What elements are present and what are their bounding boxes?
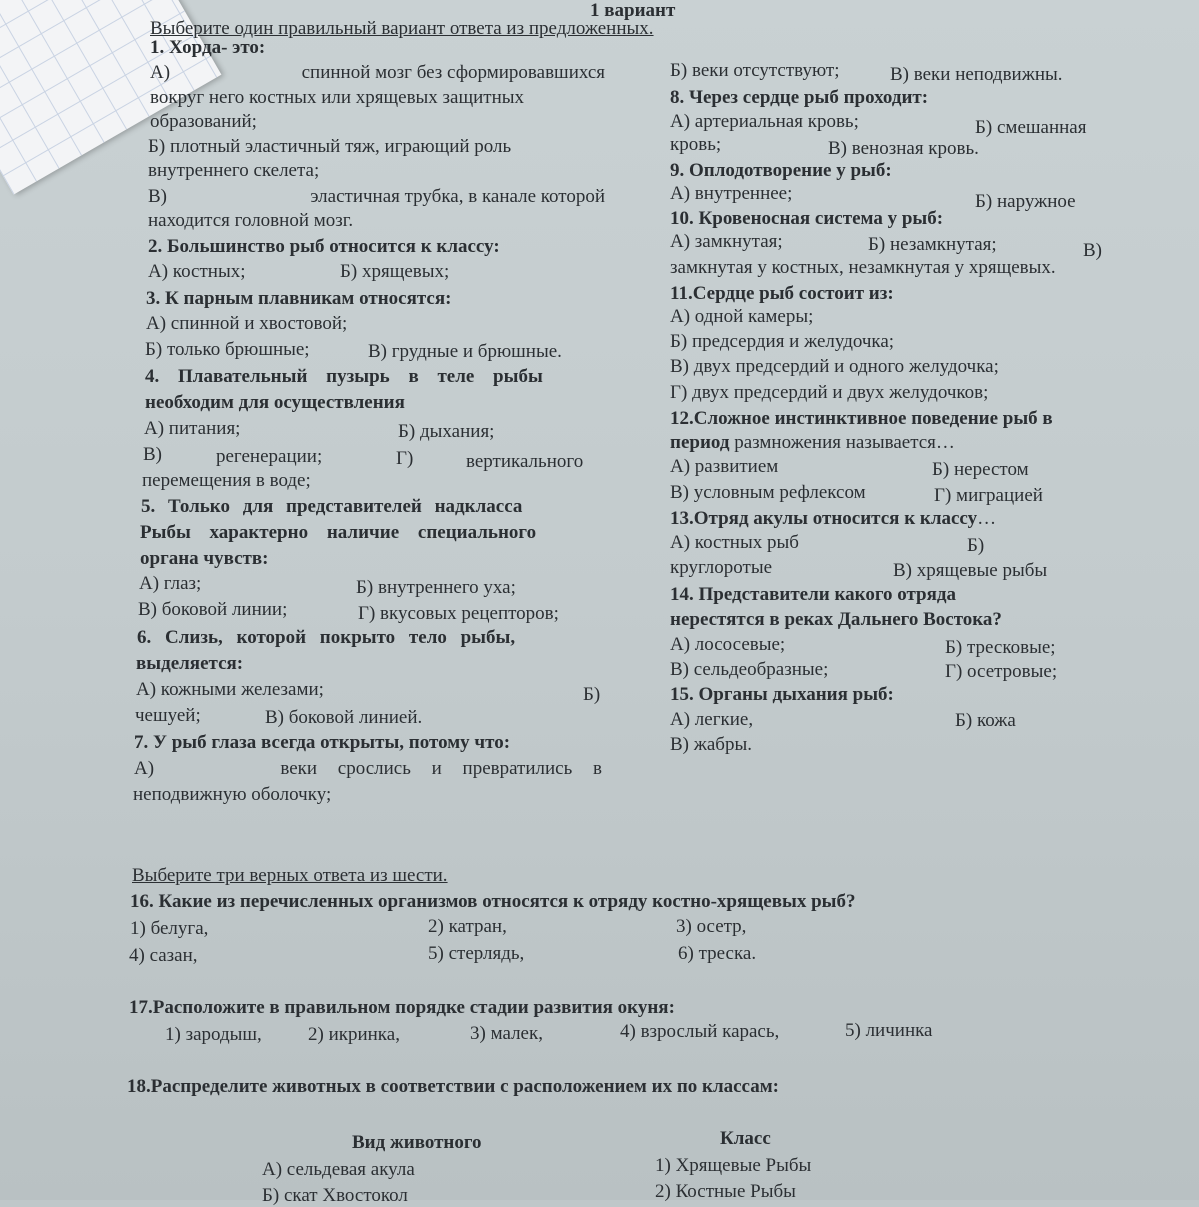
q16-option-6: 6) треска. <box>678 943 757 964</box>
q12-title-line1: 12.Сложное инстинктивное поведение рыб в <box>670 408 1053 429</box>
q7-a-label: А) <box>134 758 155 779</box>
q16-option-4: 4) сазан, <box>129 945 198 966</box>
q12-c: В) условным рефлексом <box>670 482 866 503</box>
q17-title: 17.Расположите в правильном порядке стадии развития окуня: <box>129 997 675 1018</box>
q15-b: Б) кожа <box>955 710 1016 731</box>
q14-d: Г) осетровые; <box>945 661 1058 682</box>
q4-c-text: регенерации; <box>216 446 323 467</box>
q7-c: В) веки неподвижны. <box>890 64 1063 85</box>
q6-title-line2: выделяется: <box>136 653 244 674</box>
q12-title-rest: размножения называется… <box>729 432 955 453</box>
q1-b-line1: Б) плотный эластичный тяж, играющий роль <box>148 136 512 157</box>
q18-title: 18.Распределите животных в соответствии с расположением их по классам: <box>127 1076 779 1097</box>
variant-title: 1 вариант <box>590 0 676 21</box>
q9-title: 9. Оплодотворение у рыб: <box>670 160 892 181</box>
q16-title: 16. Какие из перечисленных организмов относятся к отряду костно-хрящевых рыб? <box>130 891 856 912</box>
q1-answer-a-line1 <box>150 62 605 84</box>
q5-title-line2: Рыбы характерно наличие специального <box>140 522 537 543</box>
q11-d: Г) двух предсердий и двух желудочков; <box>670 382 989 403</box>
q5-a: А) глаз; <box>139 573 202 594</box>
instruction-one-answer: Выберите один правильный вариант ответа из предложенных. <box>150 18 654 39</box>
q1-a-label: А) <box>150 62 171 83</box>
q5-b: Б) внутреннего уха; <box>356 577 516 598</box>
q15-a: А) легкие, <box>670 709 754 730</box>
q13-c: В) хрящевые рыбы <box>893 560 1048 581</box>
q17-stage-1: 1) зародыш, <box>165 1024 262 1045</box>
q2-a: А) костных; <box>148 261 246 282</box>
q18-column-animal: Вид животного <box>352 1132 482 1153</box>
q10-b: Б) незамкнутая; <box>868 234 997 255</box>
q13-b-label: Б) <box>967 535 985 556</box>
q12-a: А) развитием <box>670 456 779 477</box>
q10-c-text: замкнутая у костных, незамкнутая у хрящевых. <box>670 257 1056 278</box>
instruction-three-answers: Выберите три верных ответа из шести. <box>132 865 448 886</box>
q4-b: Б) дыхания; <box>398 421 495 442</box>
q16-option-2: 2) катран, <box>428 916 507 937</box>
q14-a: А) лососевые; <box>670 634 786 655</box>
q18-animal-a: А) сельдевая акула <box>262 1159 415 1180</box>
q15-c: В) жабры. <box>670 734 752 755</box>
q1-c-text: эластичная трубка, в канале которой <box>310 186 605 207</box>
q10-c-label: В) <box>1083 240 1102 261</box>
q1-title: 1. Хорда- это: <box>150 37 266 58</box>
q16-option-1: 1) белуга, <box>130 918 209 939</box>
q2-title: 2. Большинство рыб относится к классу: <box>148 236 500 257</box>
q1-c-label: В) <box>148 186 167 207</box>
q4-title-line2: необходим для осуществления <box>145 392 405 413</box>
q6-b-label: Б) <box>583 684 601 705</box>
q18-column-class: Класс <box>720 1128 771 1149</box>
q6-title-line1: 6. Слизь, которой покрыто тело рыбы, <box>137 627 516 648</box>
q4-a: А) питания; <box>144 418 241 439</box>
q6-b-text: чешуей; <box>135 705 201 726</box>
q1-a-text: спинной мозг без сформировавшихся <box>301 62 605 83</box>
q16-option-5: 5) стерлядь, <box>428 943 525 964</box>
q14-title-line2: нерестятся в реках Дальнего Востока? <box>670 609 1002 630</box>
q17-stage-5: 5) личинка <box>845 1020 933 1041</box>
q1-b-line2: внутреннего скелета; <box>148 160 320 181</box>
q5-d: Г) вкусовых рецепторов; <box>358 603 559 624</box>
q4-e: перемещения в воде; <box>142 470 311 491</box>
q3-b: Б) только брюшные; <box>145 339 310 360</box>
q12-d: Г) миграцией <box>934 485 1043 506</box>
q4-d-text: вертикального <box>466 451 584 472</box>
q17-stage-2: 2) икринка, <box>308 1024 400 1045</box>
q18-class-1: 1) Хрящевые Рыбы <box>655 1155 812 1176</box>
q7-a-line2: неподвижную оболочку; <box>133 784 332 805</box>
q7-b: Б) веки отсутствуют; <box>670 60 840 81</box>
q13-title-dots: … <box>977 508 997 529</box>
q3-title: 3. К парным плавникам относятся: <box>146 288 452 309</box>
q11-title: 11.Сердце рыб состоит из: <box>670 283 894 304</box>
q4-c-label: В) <box>143 444 162 465</box>
q13-a: А) костных рыб <box>670 532 799 553</box>
q7-a-line1 <box>134 758 602 780</box>
q6-a: А) кожными железами; <box>136 679 324 700</box>
q9-a: А) внутреннее; <box>670 183 793 204</box>
q11-b: Б) предсердия и желудочка; <box>670 331 895 352</box>
q12-title-line2 <box>670 432 955 454</box>
q17-stage-3: 3) малек, <box>470 1023 543 1044</box>
q3-a: А) спинной и хвостовой; <box>146 313 348 334</box>
q11-a: А) одной камеры; <box>670 306 814 327</box>
q9-b: Б) наружное <box>975 191 1076 212</box>
q1-c-line2: находится головной мозг. <box>148 210 354 231</box>
q8-a: А) артериальная кровь; <box>670 111 859 132</box>
q8-b: Б) смешанная <box>975 117 1087 138</box>
q5-title-line1: 5. Только для представителей надкласса <box>141 496 523 517</box>
q13-title-bold: 13.Отряд акулы относится к классу <box>670 508 978 529</box>
q17-stage-4: 4) взрослый карась, <box>620 1021 780 1042</box>
q5-c: В) боковой линии; <box>138 599 288 620</box>
q7-title: 7. У рыб глаза всегда открыты, потому что: <box>134 732 511 753</box>
q18-animal-b: Б) скат Хвостокол <box>262 1185 408 1206</box>
q7-a-text: веки срослись и превратились в <box>280 758 602 779</box>
q14-b: Б) тресковые; <box>945 637 1056 658</box>
q11-c: В) двух предсердий и одного желудочка; <box>670 356 999 377</box>
q12-title-bold: период <box>670 432 730 453</box>
q3-c: В) грудные и брюшные. <box>368 341 562 362</box>
q8-c: В) венозная кровь. <box>828 138 979 159</box>
q1-a-line2: вокруг него костных или хрящевых защитных <box>150 87 525 108</box>
q15-title: 15. Органы дыхания рыб: <box>670 684 894 705</box>
q13-b-text: круглоротые <box>670 557 773 578</box>
q4-title-line1: 4. Плавательный пузырь в теле рыбы <box>145 366 543 387</box>
q8-title: 8. Через сердце рыб проходит: <box>670 87 929 108</box>
q10-title: 10. Кровеносная система у рыб: <box>670 208 944 229</box>
q12-b: Б) нерестом <box>932 459 1029 480</box>
q2-b: Б) хрящевых; <box>340 261 450 282</box>
q14-title-line1: 14. Представители какого отряда <box>670 584 957 605</box>
q4-d-label: Г) <box>396 448 414 469</box>
q6-c: В) боковой линией. <box>265 707 423 728</box>
q14-c: В) сельдеобразные; <box>670 659 829 680</box>
q10-a: А) замкнутая; <box>670 231 783 252</box>
q8-b-cont: кровь; <box>670 134 722 155</box>
q16-option-3: 3) осетр, <box>676 916 747 937</box>
q1-answer-c-line1 <box>148 186 605 208</box>
q5-title-line3: органа чувств: <box>140 548 269 569</box>
q18-class-2: 2) Костные Рыбы <box>655 1181 796 1202</box>
q13-title <box>670 508 996 530</box>
q1-a-line3: образований; <box>150 111 257 132</box>
